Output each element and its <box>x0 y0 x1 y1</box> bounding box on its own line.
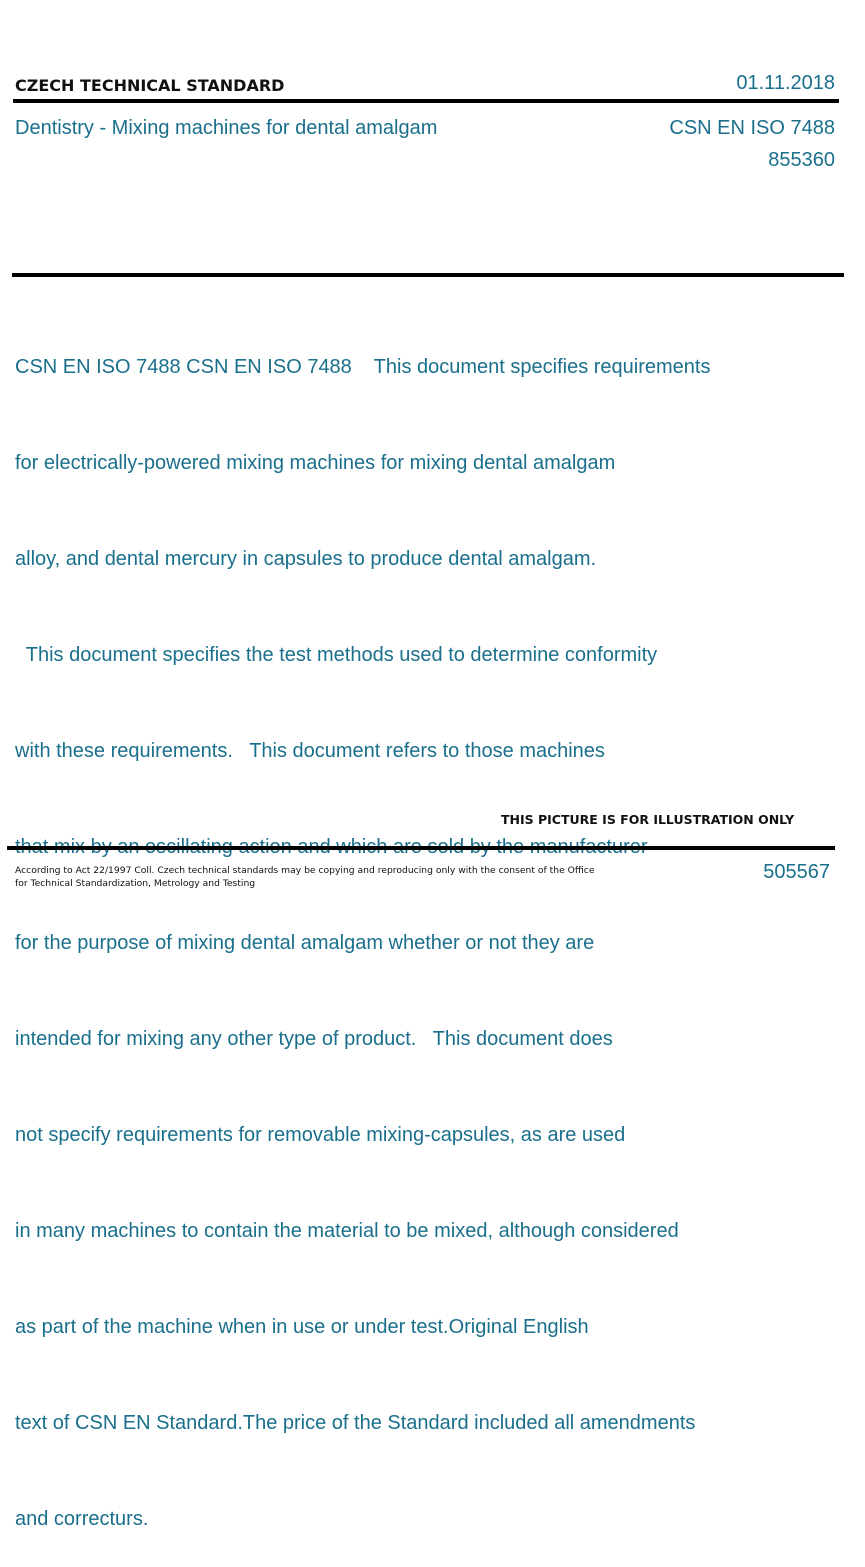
top-divider <box>13 99 839 103</box>
abstract-line: for electrically-powered mixing machines for mixing dental amalgam <box>15 452 616 474</box>
abstract-line: for the purpose of mixing dental amalgam whether or not they are <box>15 932 595 954</box>
illustration-note: THIS PICTURE IS FOR ILLUSTRATION ONLY <box>501 812 795 827</box>
legal-notice-line: According to Act 22/1997 Coll. Czech technical standards may be copying and reproducing only with the consent of the Office <box>15 865 595 876</box>
abstract-line: This document specifies the test methods used to determine conformity <box>15 644 658 666</box>
publication-date: 01.11.2018 <box>736 72 835 94</box>
middle-divider <box>12 273 844 277</box>
abstract-line: CSN EN ISO 7488 CSN EN ISO 7488 This document specifies requirements <box>15 356 711 378</box>
abstract-line: not specify requirements for removable mixing-capsules, as are used <box>15 1124 626 1146</box>
classification-code: 855360 <box>768 149 835 171</box>
abstract-line: and correcturs. <box>15 1508 149 1530</box>
abstract-line: text of CSN EN Standard.The price of the Standard included all amendments <box>15 1412 696 1434</box>
bottom-divider <box>7 846 835 850</box>
abstract-line: intended for mixing any other type of product. This document does <box>15 1028 613 1050</box>
legal-notice <box>15 864 595 890</box>
abstract-line: as part of the machine when in use or under test.Original English <box>15 1316 589 1338</box>
legal-notice-line: for Technical Standardization, Metrology and Testing <box>15 878 256 889</box>
document-subject: Dentistry - Mixing machines for dental amalgam <box>15 117 438 139</box>
abstract-line: with these requirements. This document refers to those machines <box>15 740 605 762</box>
abstract-line: in many machines to contain the material to be mixed, although considered <box>15 1220 679 1242</box>
abstract-line: alloy, and dental mercury in capsules to produce dental amalgam. <box>15 548 597 570</box>
standard-code: CSN EN ISO 7488 <box>669 117 835 139</box>
document-abstract <box>15 287 775 1567</box>
document-number: 505567 <box>763 861 830 883</box>
header-title: CZECH TECHNICAL STANDARD <box>15 76 285 95</box>
